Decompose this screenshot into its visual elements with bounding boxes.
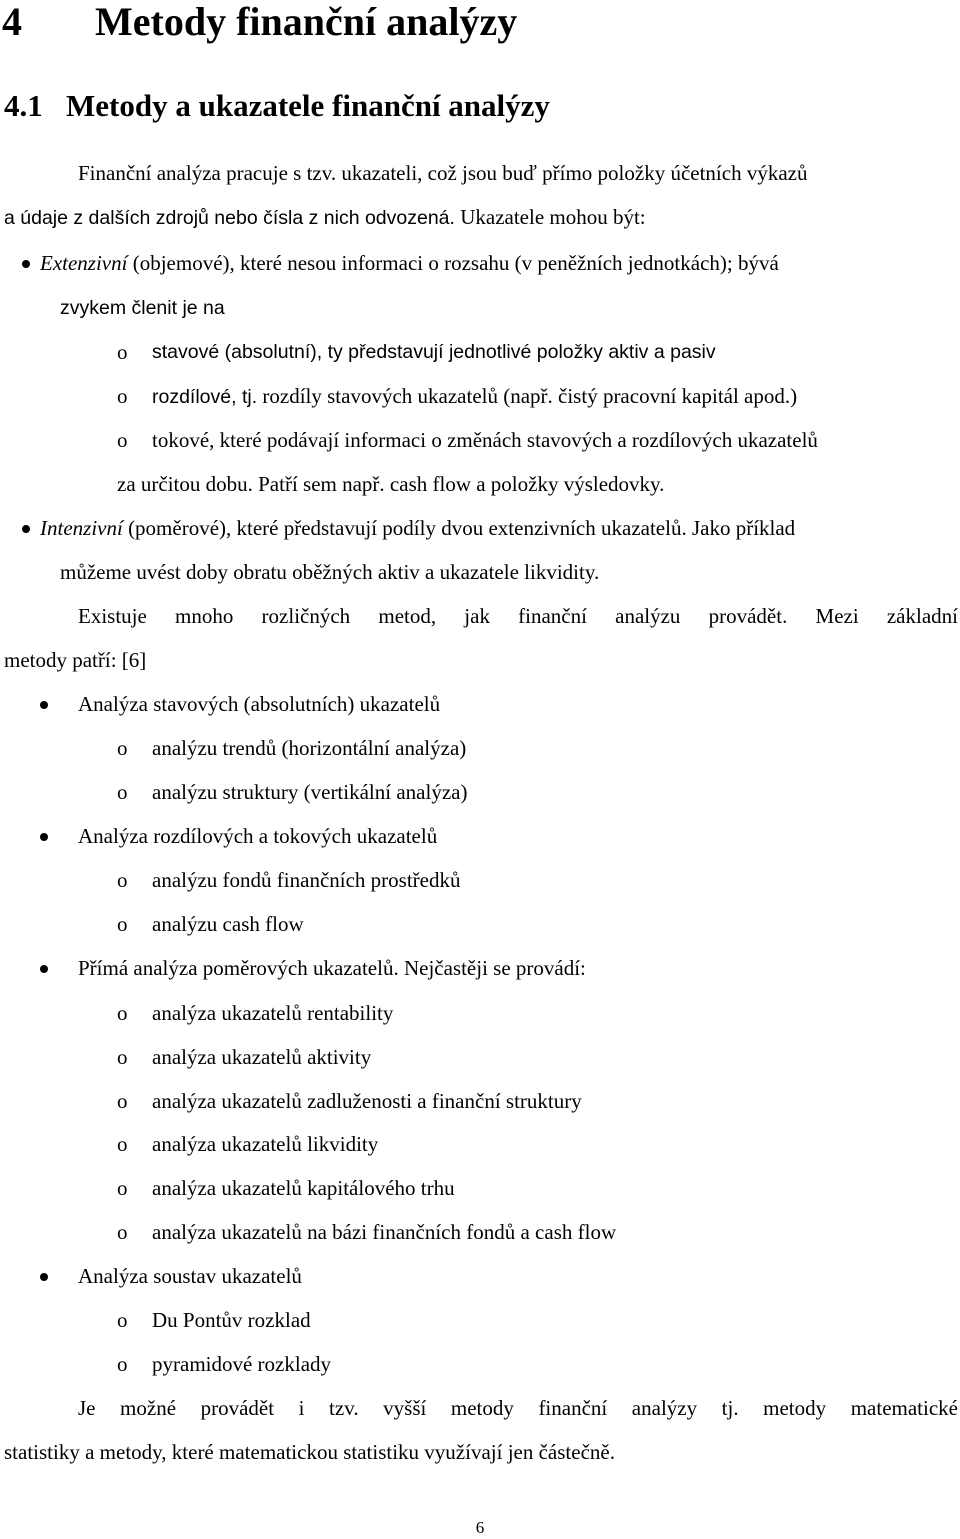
- method-2-sub-2: analýzu cash flow: [152, 912, 304, 936]
- intro-line-1: Finanční analýza pracuje s tzv. ukazateli, což jsou buď přímo položky účetních výkazů: [78, 161, 808, 185]
- closing-line-2: statistiky a metody, které matematickou statistiku využívají jen částečně.: [4, 1440, 615, 1464]
- circle-bullet-icon: o: [117, 868, 128, 892]
- method-4-sub-1: Du Pontův rozklad: [152, 1308, 311, 1332]
- method-2: Analýza rozdílových a tokových ukazatelů: [78, 824, 438, 848]
- int-line-2: můžeme uvést doby obratu oběžných aktiv a ukazatele likvidity.: [60, 560, 600, 584]
- circle-bullet-icon: o: [117, 736, 128, 760]
- circle-bullet-icon: o: [117, 1132, 128, 1156]
- circle-bullet-icon: o: [117, 780, 128, 804]
- circle-bullet-icon: o: [117, 912, 128, 936]
- ext-line-2: zvykem členit je na: [60, 297, 225, 319]
- int-rest: (poměrové), které představují podíly dvou extenzivních ukazatelů. Jako příklad: [122, 516, 796, 540]
- method-1: Analýza stavových (absolutních) ukazatelů: [78, 692, 441, 716]
- bullet-icon: [22, 260, 30, 268]
- method-3-sub-3: analýza ukazatelů zadluženosti a finanční struktury: [152, 1089, 582, 1113]
- circle-bullet-icon: o: [117, 1089, 128, 1113]
- intro-line-2: [4, 204, 954, 231]
- para2-line-2: metody patří: [6]: [4, 648, 147, 672]
- bullet-icon: [22, 525, 30, 533]
- circle-bullet-icon: o: [117, 428, 128, 452]
- ext-term: Extenzivní: [40, 251, 128, 275]
- circle-bullet-icon: o: [117, 384, 128, 408]
- ext-rest: (objemové), které nesou informaci o rozsahu (v peněžních jednotkách); bývá: [127, 251, 779, 275]
- closing-line-1: Je možné provádět i tzv. vyšší metody finanční analýzy tj. metody matematické: [78, 1396, 958, 1420]
- bullet-icon: [40, 965, 48, 973]
- circle-bullet-icon: o: [117, 1352, 128, 1376]
- page-number: 6: [475, 1518, 485, 1537]
- bullet-icon: [40, 833, 48, 841]
- section-title: Metody a ukazatele finanční analýzy: [66, 88, 550, 123]
- ext-sub-1: stavové (absolutní), ty představují jednotlivé položky aktiv a pasiv: [152, 341, 716, 363]
- bullet-icon: [40, 1273, 48, 1281]
- method-3-sub-6: analýza ukazatelů na bázi finančních fondů a cash flow: [152, 1220, 617, 1244]
- ext-sub-3-cont: za určitou dobu. Patří sem např. cash flow a položky výsledovky.: [117, 472, 665, 496]
- chapter-number: 4: [2, 0, 22, 44]
- circle-bullet-icon: o: [117, 1220, 128, 1244]
- para2-line-1: Existuje mnoho rozličných metod, jak finanční analýzu provádět. Mezi základní: [78, 604, 958, 628]
- ext-sub-3: tokové, které podávají informaci o změnách stavových a rozdílových ukazatelů: [152, 428, 818, 452]
- ext-sub-2-b: rozdíly stavových ukazatelů (např. čistý pracovní kapitál apod.): [257, 384, 798, 408]
- method-4-sub-2: pyramidové rozklady: [152, 1352, 332, 1376]
- method-3-sub-5: analýza ukazatelů kapitálového trhu: [152, 1176, 455, 1200]
- circle-bullet-icon: o: [117, 1176, 128, 1200]
- int-term: Intenzivní: [40, 516, 123, 540]
- method-4: Analýza soustav ukazatelů: [78, 1264, 302, 1288]
- circle-bullet-icon: o: [117, 1001, 128, 1025]
- bullet-icon: [40, 701, 48, 709]
- method-3-sub-4: analýza ukazatelů likvidity: [152, 1132, 379, 1156]
- circle-bullet-icon: o: [117, 1045, 128, 1069]
- method-2-sub-1: analýzu fondů finančních prostředků: [152, 868, 461, 892]
- method-3-sub-2: analýza ukazatelů aktivity: [152, 1045, 372, 1069]
- method-3-sub-1: analýza ukazatelů rentability: [152, 1001, 394, 1025]
- method-1-sub-1: analýzu trendů (horizontální analýza): [152, 736, 467, 760]
- circle-bullet-icon: o: [117, 1308, 128, 1332]
- chapter-title: Metody finanční analýzy: [95, 0, 518, 44]
- circle-bullet-icon: o: [117, 340, 128, 364]
- ext-line-1: [40, 250, 958, 276]
- int-line-1: [40, 515, 958, 541]
- intro-line-2-b: Ukazatele mohou být:: [454, 205, 646, 229]
- ext-sub-2-a: rozdílové, tj.: [152, 386, 258, 408]
- method-3: Přímá analýza poměrových ukazatelů. Nejčastěji se provádí:: [78, 956, 586, 980]
- intro-line-2-a: a údaje z dalších zdrojů nebo čísla z nich odvozená.: [4, 207, 455, 229]
- method-1-sub-2: analýzu struktury (vertikální analýza): [152, 780, 468, 804]
- ext-sub-2: [152, 383, 952, 410]
- section-number: 4.1: [4, 88, 43, 123]
